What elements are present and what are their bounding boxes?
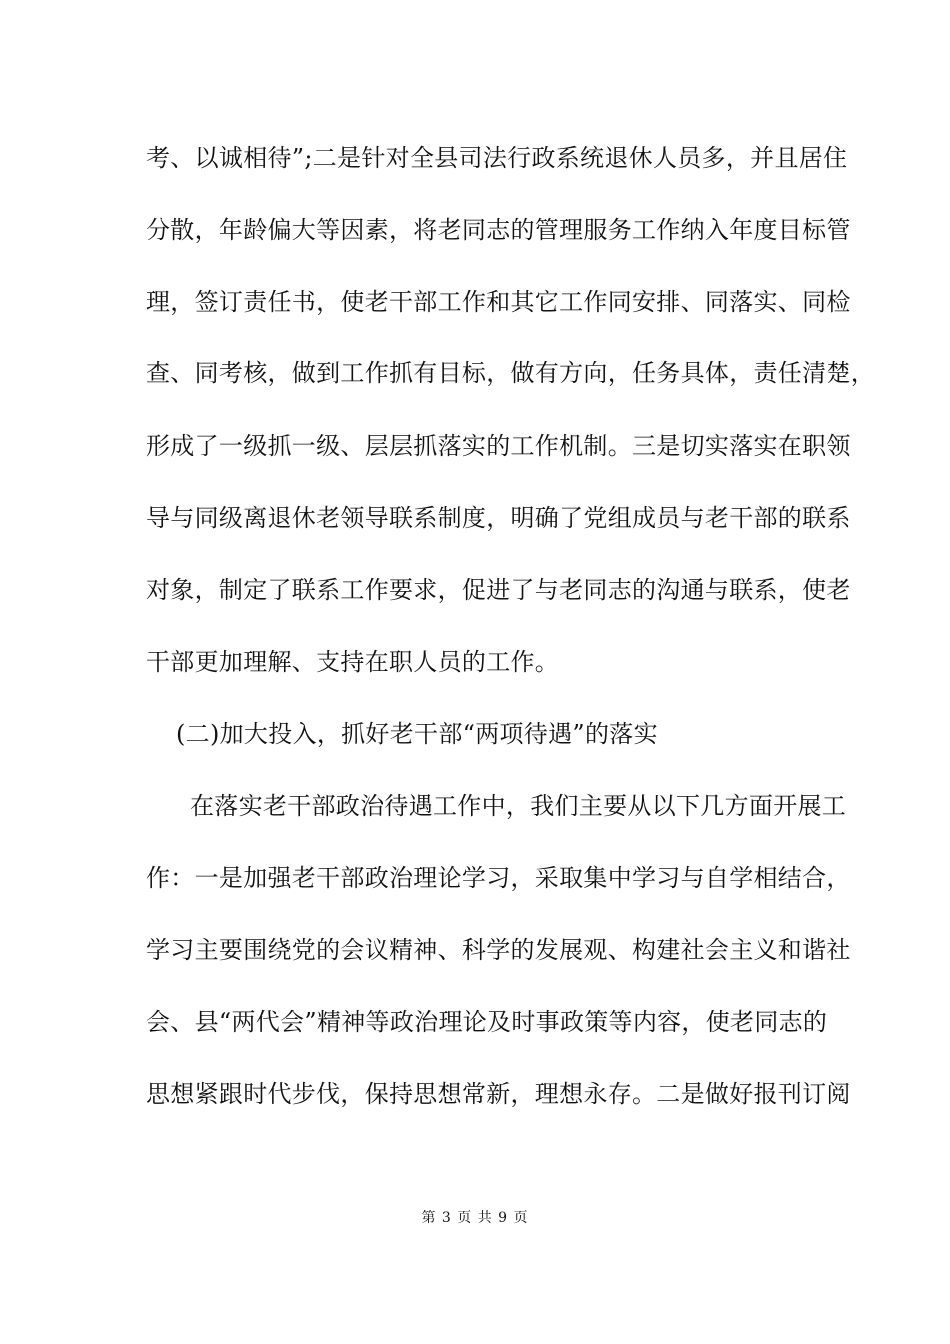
body-text-line: 导与同级离退休老领导联系制度，明确了党组成员与老干部的联系 [146, 504, 851, 532]
body-text-line: 学习主要围绕党的会议精神、科学的发展观、构建社会主义和谐社 [146, 936, 851, 964]
page-footer: 第 3 页 共 9 页 [421, 1210, 529, 1226]
body-text-line: 分散，年龄偏大等因素，将老同志的管理服务工作纳入年度目标管 [146, 216, 851, 244]
body-text-line: 作：一是加强老干部政治理论学习，采取集中学习与自学相结合， [146, 864, 851, 892]
body-text-line: 考、以诚相待”;二是针对全县司法行政系统退休人员多，并且居住 [146, 144, 848, 172]
body-text-line: 干部更加理解、支持在职人员的工作。 [146, 648, 560, 676]
body-text-line: 理，签订责任书，使老干部工作和其它工作同安排、同落实、同检 [146, 288, 851, 316]
section-heading: (二)加大投入，抓好老干部“两项待遇”的落实 [176, 720, 658, 748]
body-text-line: 思想紧跟时代步伐，保持思想常新，理想永存。二是做好报刊订阅 [146, 1080, 851, 1108]
body-text-line: 会、县“两代会”精神等政治理论及时事政策等内容，使老同志的 [146, 1008, 828, 1036]
body-text-line: 形成了一级抓一级、层层抓落实的工作机制。三是切实落实在职领 [146, 432, 851, 460]
body-text-line: 对象，制定了联系工作要求，促进了与老同志的沟通与联系，使老 [146, 576, 851, 604]
body-text-line: 在落实老干部政治待遇工作中，我们主要从以下几方面开展工 [190, 792, 847, 820]
body-text-line: 查、同考核，做到工作抓有目标，做有方向，任务具体，责任清楚， [146, 359, 875, 387]
